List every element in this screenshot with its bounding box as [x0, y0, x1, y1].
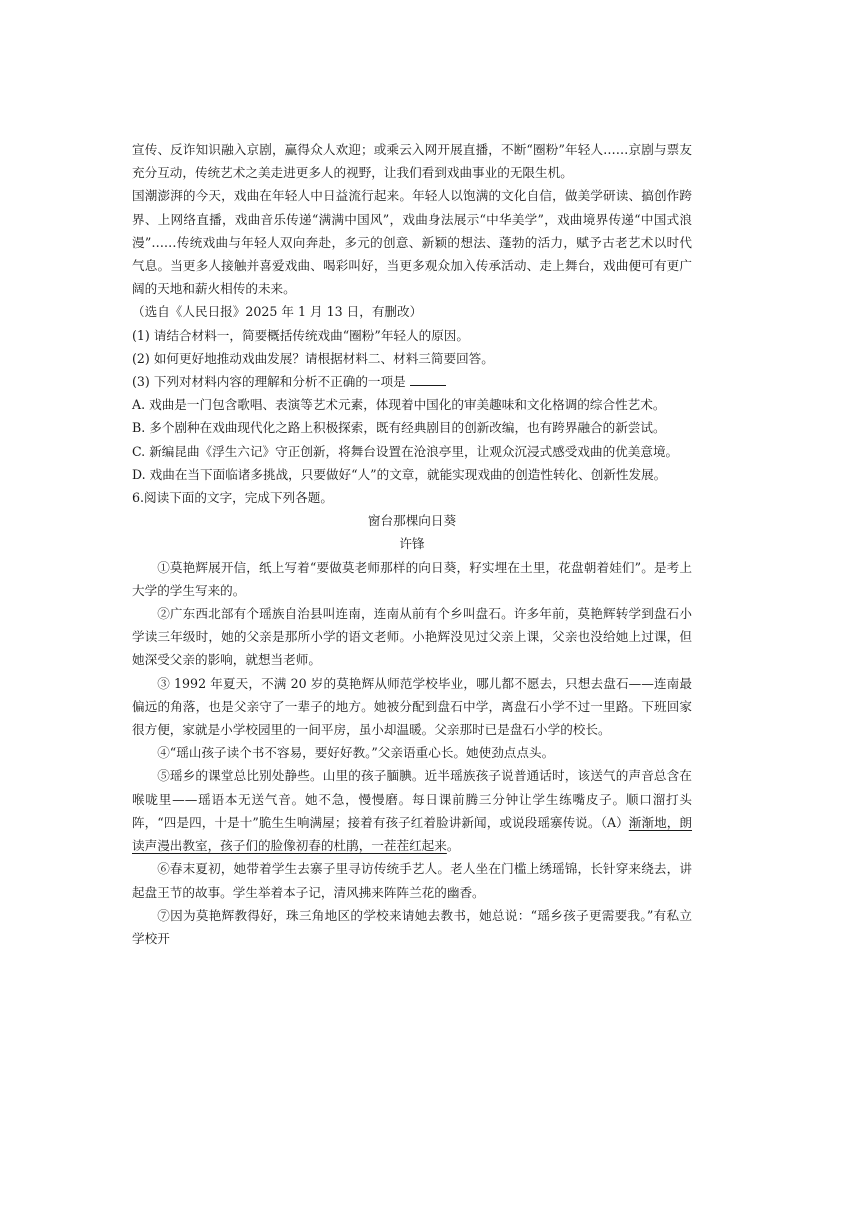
- option-c: C. 新编昆曲《浮生六记》守正创新，将舞台设置在沧浪亭里，让观众沉浸式感受戏曲的优美意境。: [132, 443, 679, 459]
- material-paragraph-2: 国潮澎湃的今天，戏曲在年轻人中日益流行起来。年轻人以饱满的文化自信，做美学研读、搞创作跨界、上网络直播，戏曲音乐传递“满满中国风”，戏曲身法展示“中华美学”，戏曲境界传递“中国式浪漫”……传统戏曲与年轻人双向奔赴，多元的创意、新颖的想法、蓬勃的活力，赋予古老艺术以时代气息。当更多人接触并喜爱戏曲、喝彩叫好，当更多观众加入传承活动、走上舞台，戏曲便可有更广阔的天地和薪火相传的未来。: [132, 188, 692, 297]
- option-b: B. 多个剧种在戏曲现代化之路上积极探索，既有经典剧目的创新改编，也有跨界融合的新尝试。: [132, 420, 666, 436]
- article-paragraph-1: ①莫艳辉展开信，纸上写着“要做莫老师那样的向日葵，籽实埋在土里，花盘朝着娃们”。是考上大学的学生写来的。: [132, 559, 692, 598]
- article-paragraph-7: ⑦因为莫艳辉教得好，珠三角地区的学校来请她去教书，她总说：“瑶乡孩子更需要我。”有私立学校开: [132, 907, 692, 946]
- material-source: （选自《人民日报》2025 年 1 月 13 日，有删改）: [132, 304, 423, 320]
- question-1: (1) 请结合材料一，简要概括传统戏曲“圈粉”年轻人的原因。: [132, 327, 469, 343]
- article-title: 窗台那棵向日葵: [367, 513, 457, 529]
- article-author: 许锋: [399, 536, 425, 552]
- underlined-sentence-a: 渐渐地，朗读声漫出教室，孩子们的脸像初春的杜鹃，一茬茬红起来: [132, 814, 693, 854]
- question-2: (2) 如何更好地推动戏曲发展？请根据材料二、材料三简要回答。: [132, 350, 494, 366]
- article-paragraph-5-text: ⑤瑶乡的课堂总比别处静些。山里的孩子腼腆。近半瑶族孩子说普通话时，该送气的声音总含在喉咙里——瑶语本无送气音。她不急，慢慢磨。每日课前腾三分钟让学生练嘴皮子。顺口溜打头阵，“四是四，十是十”脆生生响满屋；接着有孩子红着脸讲新闻，或说段瑶寨传说。（A）: [132, 768, 692, 830]
- article-paragraph-3: ③ 1992 年夏天，不满 20 岁的莫艳辉从师范学校毕业，哪儿都不愿去，只想去盘石——连南最偏远的角落，也是父亲守了一辈子的地方。她被分配到盘石中学，离盘石小学不过一里路。下班回家很方便，家就是小学校园里的一间平房，虽小却温暖。父亲那时已是盘石小学的校长。: [132, 675, 692, 738]
- article-paragraph-4: ④“瑶山孩子读个书不容易，要好好教。”父亲语重心长。她使劲点点头。: [157, 745, 555, 761]
- option-a: A. 戏曲是一门包含歌唱、表演等艺术元素，体现着中国化的审美趣味和文化格调的综合性艺术。: [132, 397, 666, 413]
- article-paragraph-5: [132, 764, 692, 857]
- article-paragraph-5-end: 。: [446, 838, 460, 854]
- option-d: D. 戏曲在当下面临诸多挑战，只要做好“人”的文章，就能实现戏曲的创造性转化、创新性发展。: [132, 466, 667, 482]
- material-paragraph-1: 宣传、反诈知识融入京剧，赢得众人欢迎；或乘云入网开展直播，不断“圈粉”年轻人……京剧与票友充分互动，传统艺术之美走进更多人的视野，让我们看到戏曲事业的无限生机。: [132, 142, 692, 181]
- answer-blank[interactable]: [410, 373, 446, 386]
- section-6-intro: 6.阅读下面的文字，完成下列各题。: [132, 490, 333, 506]
- question-3-text: (3) 下列对材料内容的理解和分析不正确的一项是: [132, 374, 406, 390]
- article-paragraph-2: ②广东西北部有个瑶族自治县叫连南，连南从前有个乡叫盘石。许多年前，莫艳辉转学到盘石小学读三年级时，她的父亲是那所小学的语文老师。小艳辉没见过父亲上课，父亲也没给她上过课，但她深受父亲的影响，就想当老师。: [132, 606, 692, 668]
- document-page: [132, 138, 692, 950]
- question-3: [132, 370, 692, 393]
- article-paragraph-6: ⑥春末夏初，她带着学生去寨子里寻访传统手艺人。老人坐在门槛上绣瑶锦，长针穿来绕去，讲起盘王节的故事。学生举着本子记，清风拂来阵阵兰花的幽香。: [132, 861, 692, 900]
